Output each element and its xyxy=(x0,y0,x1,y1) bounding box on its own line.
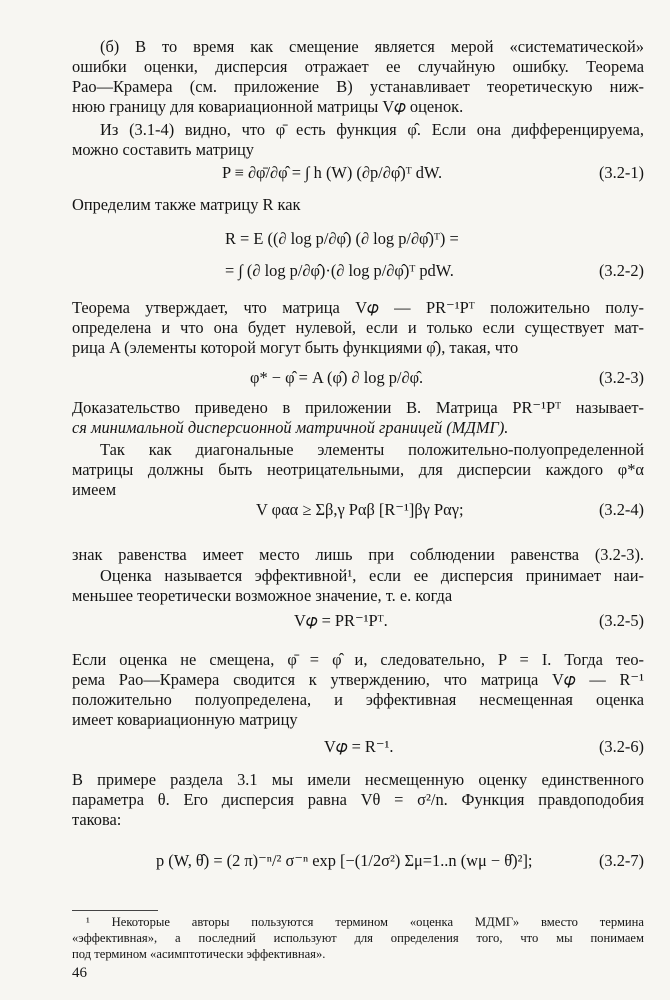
equation-number: (3.2-5) xyxy=(598,611,644,630)
text-line: Из (3.1-4) видно, что φ̄ есть функция φ̂. Если она дифференцируема, xyxy=(100,120,644,139)
text-line: Определим также матрицу R как xyxy=(72,195,301,214)
equation-formula: V φαα ≥ Σβ,γ Pαβ [R⁻¹]βγ Pαγ; xyxy=(256,500,464,519)
text-line: можно составить матрицу xyxy=(72,140,254,159)
equation-number: (3.2-1) xyxy=(598,163,644,182)
equation-3-2-4 xyxy=(72,497,644,523)
footnote-line: ¹ Некоторые авторы пользуются термином «оценка МДМГ» вместо термина xyxy=(86,915,644,929)
equation-formula: φ* − φ̂ = A (φ̂) ∂ log p/∂φ̂. xyxy=(250,368,424,387)
footnote-line: под термином «асимптотически эффективная». xyxy=(72,947,326,961)
equation-formula: P ≡ ∂φ̄/∂φ̂ = ∫ h (W) (∂p/∂φ̂)ᵀ dW. xyxy=(222,163,443,182)
equation-formula: = ∫ (∂ log p/∂φ̂)·(∂ log p/∂φ̂)ᵀ pdW. xyxy=(225,261,454,280)
text-line: Если оценка не смещена, φ̄ = φ̂ и, следовательно, P = I. Тогда тео- xyxy=(72,650,644,669)
text-line: ся минимальной дисперсионной матричной границей (МДМГ). xyxy=(72,418,509,437)
equation-formula: R = E ((∂ log p/∂φ̂) (∂ log p/∂φ̂)ᵀ) = xyxy=(225,229,459,248)
text-line: параметра θ. Его дисперсия равна Vθ = σ²/n. Функция правдоподобия xyxy=(72,790,644,809)
text-line: меньшее теоретически возможное значение, т. е. когда xyxy=(72,586,453,605)
text-line: рема Рао—Крамера сводится к утверждению, что матрица V𝜑 — R⁻¹ xyxy=(72,670,644,689)
text-line: Доказательство приведено в приложении В. Матрица PR⁻¹Pᵀ называет- xyxy=(72,398,644,417)
equation-number: (3.2-4) xyxy=(598,500,644,519)
text-line: ошибки оценки, дисперсия отражает ее случайную ошибку. Теорема xyxy=(72,57,644,76)
equation-number: (3.2-2) xyxy=(598,261,644,280)
text-line: положительно полуопределена, и эффективная несмещенная оценка xyxy=(72,690,644,709)
equation-number: (3.2-6) xyxy=(598,737,644,756)
equation-3-2-7 xyxy=(72,848,644,874)
equation-3-2-1 xyxy=(72,160,644,186)
text-line: нюю границу для ковариационной матрицы V𝜑 оценок. xyxy=(72,97,464,116)
page-number: 46 xyxy=(72,965,87,981)
equation-formula: p (W, θ̂) = (2 π)⁻ⁿ/² σ⁻ⁿ exp [−(1/2σ²) Σμ=1..n (wμ − θ̂)²]; xyxy=(156,851,533,870)
text-line: В примере раздела 3.1 мы имели несмещенную оценку единственного xyxy=(72,770,644,789)
text-line: такова: xyxy=(72,810,122,829)
footnote-line: «эффективная», а последний используют для определения того, что мы понимаем xyxy=(72,931,644,945)
text-line: Рао—Крамера (см. приложение В) устанавливает теоретическую ниж- xyxy=(72,77,644,96)
text-line: Так как диагональные элементы положительно-полуопределенной xyxy=(100,440,644,459)
equation-3-2-2a xyxy=(72,226,644,252)
equation-3-2-6 xyxy=(72,734,644,760)
text-line: имеет ковариационную матрицу xyxy=(72,710,298,729)
text-line: имеем xyxy=(72,480,117,499)
equation-formula: V𝜑 = R⁻¹. xyxy=(324,737,394,756)
equation-3-2-3 xyxy=(72,365,644,391)
equation-formula: V𝜑 = PR⁻¹Pᵀ. xyxy=(294,611,388,630)
text-line: рица A (элементы которой могут быть функциями φ̂), такая, что xyxy=(72,338,519,357)
equation-3-2-5 xyxy=(72,608,644,634)
equation-number: (3.2-7) xyxy=(598,851,644,870)
text-line: Оценка называется эффективной¹, если ее дисперсия принимает наи- xyxy=(100,566,644,585)
text-line: знак равенства имеет место лишь при соблюдении равенства (3.2-3). xyxy=(72,545,644,564)
text-line: матрицы должны быть неотрицательными, для дисперсии каждого φ*α xyxy=(72,460,644,479)
equation-number: (3.2-3) xyxy=(598,368,644,387)
equation-3-2-2 xyxy=(72,258,644,284)
text-line: (б) В то время как смещение является мерой «систематической» xyxy=(100,37,644,56)
text-line: определена и что она будет нулевой, если и только если существует мат- xyxy=(72,318,644,337)
text-line: Теорема утверждает, что матрица V𝜑 — PR⁻¹Pᵀ положительно полу- xyxy=(72,298,644,317)
footnote-divider xyxy=(72,910,158,911)
